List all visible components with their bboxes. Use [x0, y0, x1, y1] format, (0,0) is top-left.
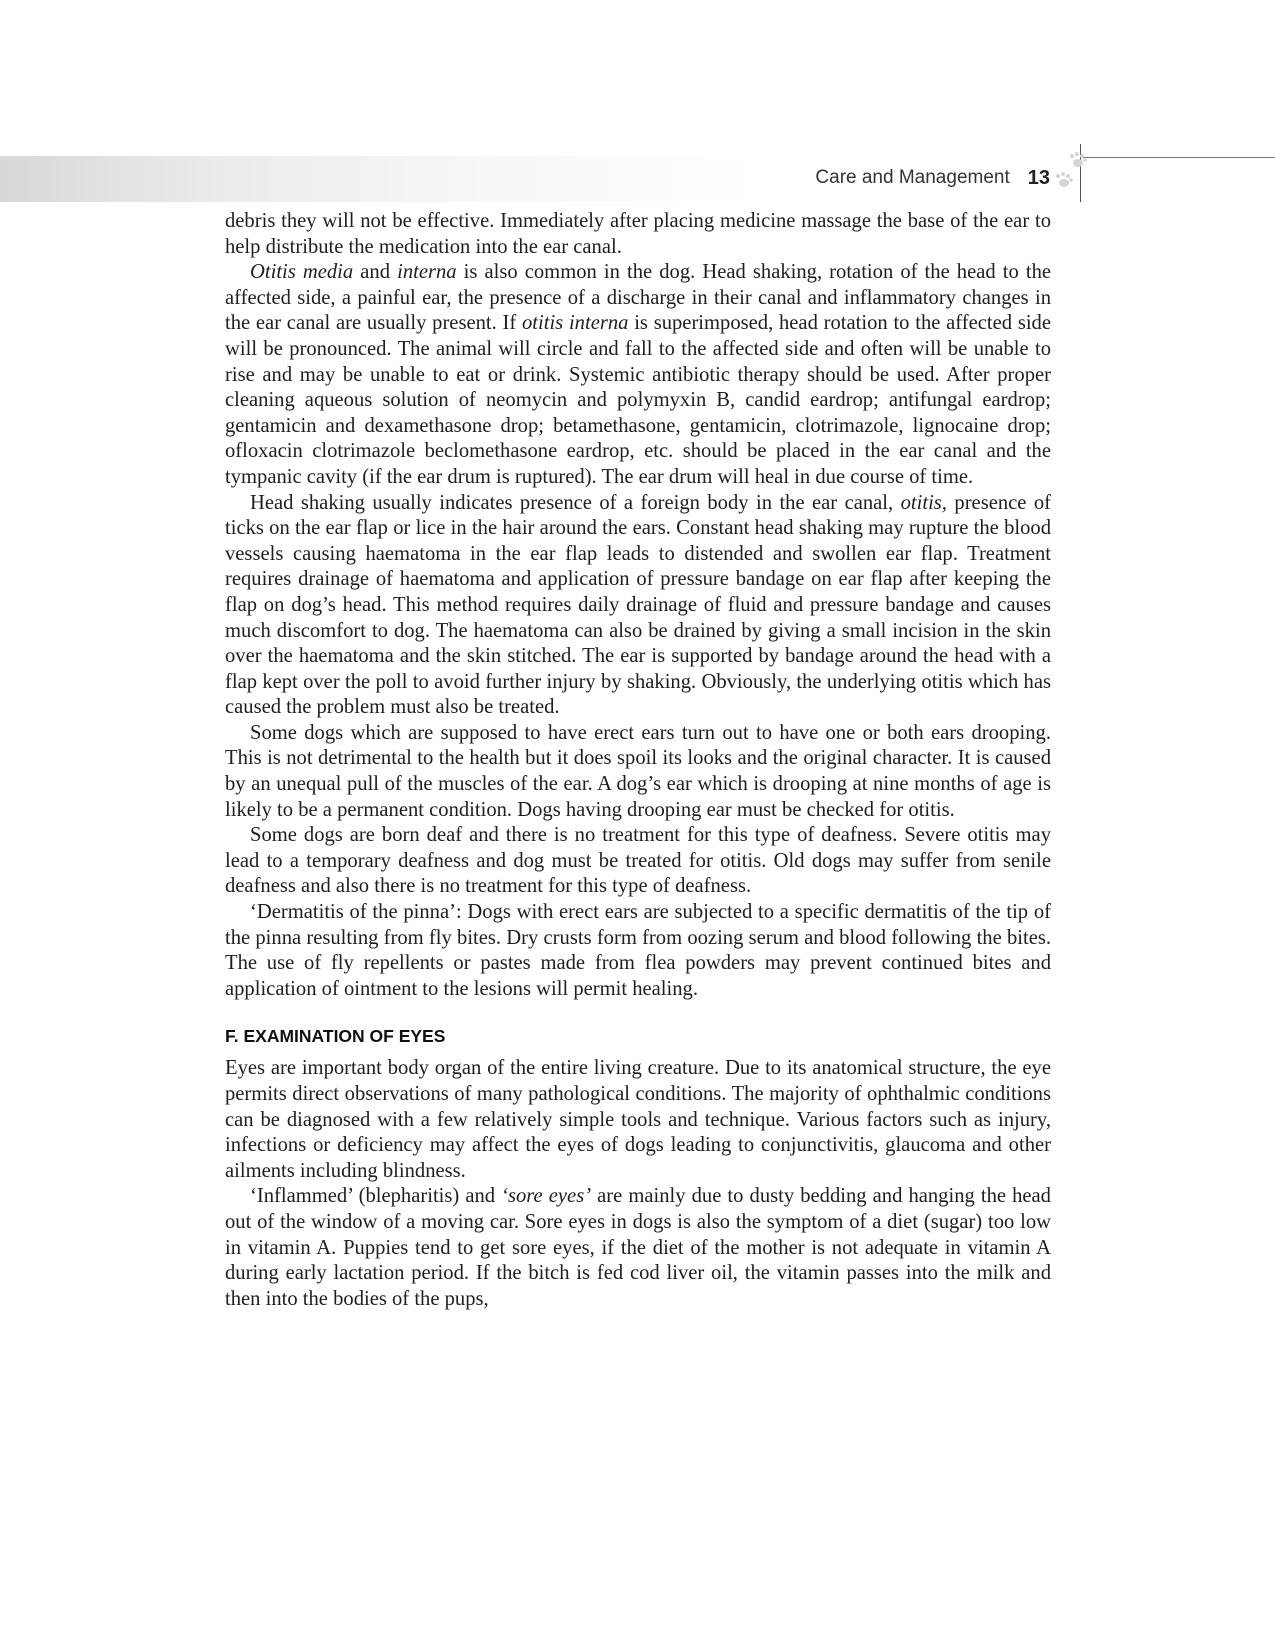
page-number: 13	[1027, 166, 1050, 189]
text-run: is also common in the dog. Head shaking, rotation of the head to the affected side, a painful ear, the presence of a discharge in their canal and inflammatory changes in the ear canal are usually present. If	[225, 261, 1052, 335]
italic-text: interna	[397, 261, 457, 284]
text-run: and	[353, 261, 398, 284]
paragraph	[225, 900, 1051, 1002]
italic-text: Otitis media	[250, 261, 354, 284]
paragraph	[225, 721, 1051, 823]
running-title: Care and Management	[815, 167, 1010, 188]
text-run: debris they will not be effective. Immediately after placing medicine massage the base of the ear to help distribute the medication into the ear canal.	[225, 210, 1051, 258]
paragraph	[225, 823, 1051, 900]
paw-prints-icon	[1050, 147, 1090, 203]
text-run: ‘Dermatitis of the pinna’: Dogs with erect ears are subjected to a specific dermatitis of the tip of the pinna resulting from fly bites. Dry crusts form from oozing serum and blood following the bites. The use of fly repellents or pastes made from flea powders may prevent continued bites and application of ointment to the lesions will permit healing.	[225, 901, 1051, 1000]
page-body	[225, 209, 1051, 1312]
text-run: are mainly due to dusty bedding and hanging the head out of the window of a moving car. Sore eyes in dogs is also the symptom of a diet (sugar) too low in vitamin A. Puppies tend to get sore eyes, if the diet of the mother is not adequate in vitamin A during early lactation period. If the bitch is fed cod liver oil, the vitamin passes into the milk and then into the bodies of the pups,	[225, 1185, 1051, 1310]
text-run: is superimposed, head rotation to the affected side will be pronounced. The animal will circle and fall to the affected side and often will be unable to rise and may be unable to eat or drink. Systemic antibiotic therapy should be used. After proper cleaning aqueous solution of neomycin and polymyxin B, candid eardrop; antifungal eardrop; gentamicin and dexamethasone drop; betamethasone, gentamicin, clotrimazole, lignocaine drop; ofloxacin clotrimazole beclomethasone eardrop, etc. should be placed in the ear canal and the tympanic cavity (if the ear drum is ruptured). The ear drum will heal in due course of time.	[225, 312, 1051, 488]
paragraph	[225, 209, 1051, 260]
paragraph	[225, 1056, 1051, 1184]
crop-mark-horizontal	[1080, 157, 1275, 158]
italic-text: ‘sore eyes’	[501, 1185, 592, 1208]
text-run: Eyes are important body organ of the entire living creature. Due to its anatomical structure, the eye permits direct observations of many pathological conditions. The majority of ophthalmic conditions can be diagnosed with a few relatively simple tools and technique. Various factors such as injury, infections or deficiency may affect the eyes of dogs leading to conjunctivitis, glaucoma and other ailments including blindness.	[225, 1057, 1051, 1182]
text-run: ‘Inflammed’ (blepharitis) and	[250, 1185, 502, 1208]
text-run: presence of ticks on the ear flap or lice in the hair around the ears. Constant head shaking may rupture the blood vessels causing haematoma in the ear flap leads to distended and swollen ear flap. Treatment requires drainage of haematoma and application of pressure bandage on ear flap after keeping the flap on dog’s head. This method requires daily drainage of fluid and pressure bandage and causes much discomfort to dog. The haematoma can also be drained by giving a small incision in the skin over the haematoma and the skin stitched. The ear is supported by bandage around the head with a flap kept over the poll to avoid further injury by shaking. Obviously, the underlying otitis which has caused the problem must also be treated.	[225, 491, 1052, 719]
running-header	[815, 164, 1050, 192]
body-text-lower	[225, 1056, 1051, 1312]
paragraph	[225, 260, 1051, 490]
italic-text: otitis,	[900, 491, 947, 514]
paragraph	[225, 491, 1051, 721]
body-text-upper	[225, 209, 1051, 1002]
section-heading: F. EXAMINATION OF EYES	[225, 1026, 446, 1047]
text-run: Some dogs are born deaf and there is no treatment for this type of deafness. Severe otitis may lead to a temporary deafness and dog must be treated for otitis. Old dogs may suffer from senile deafness and also there is no treatment for this type of deafness.	[225, 824, 1051, 898]
text-run: Head shaking usually indicates presence of a foreign body in the ear canal,	[250, 491, 901, 514]
text-run: Some dogs which are supposed to have erect ears turn out to have one or both ears drooping. This is not detrimental to the health but it does spoil its looks and the original character. It is caused by an unequal pull of the muscles of the ear. A dog’s ear which is drooping at nine months of age is likely to be a permanent condition. Dogs having drooping ear must be checked for otitis.	[225, 721, 1051, 821]
paragraph	[225, 1184, 1051, 1312]
italic-text: otitis interna	[522, 312, 629, 335]
